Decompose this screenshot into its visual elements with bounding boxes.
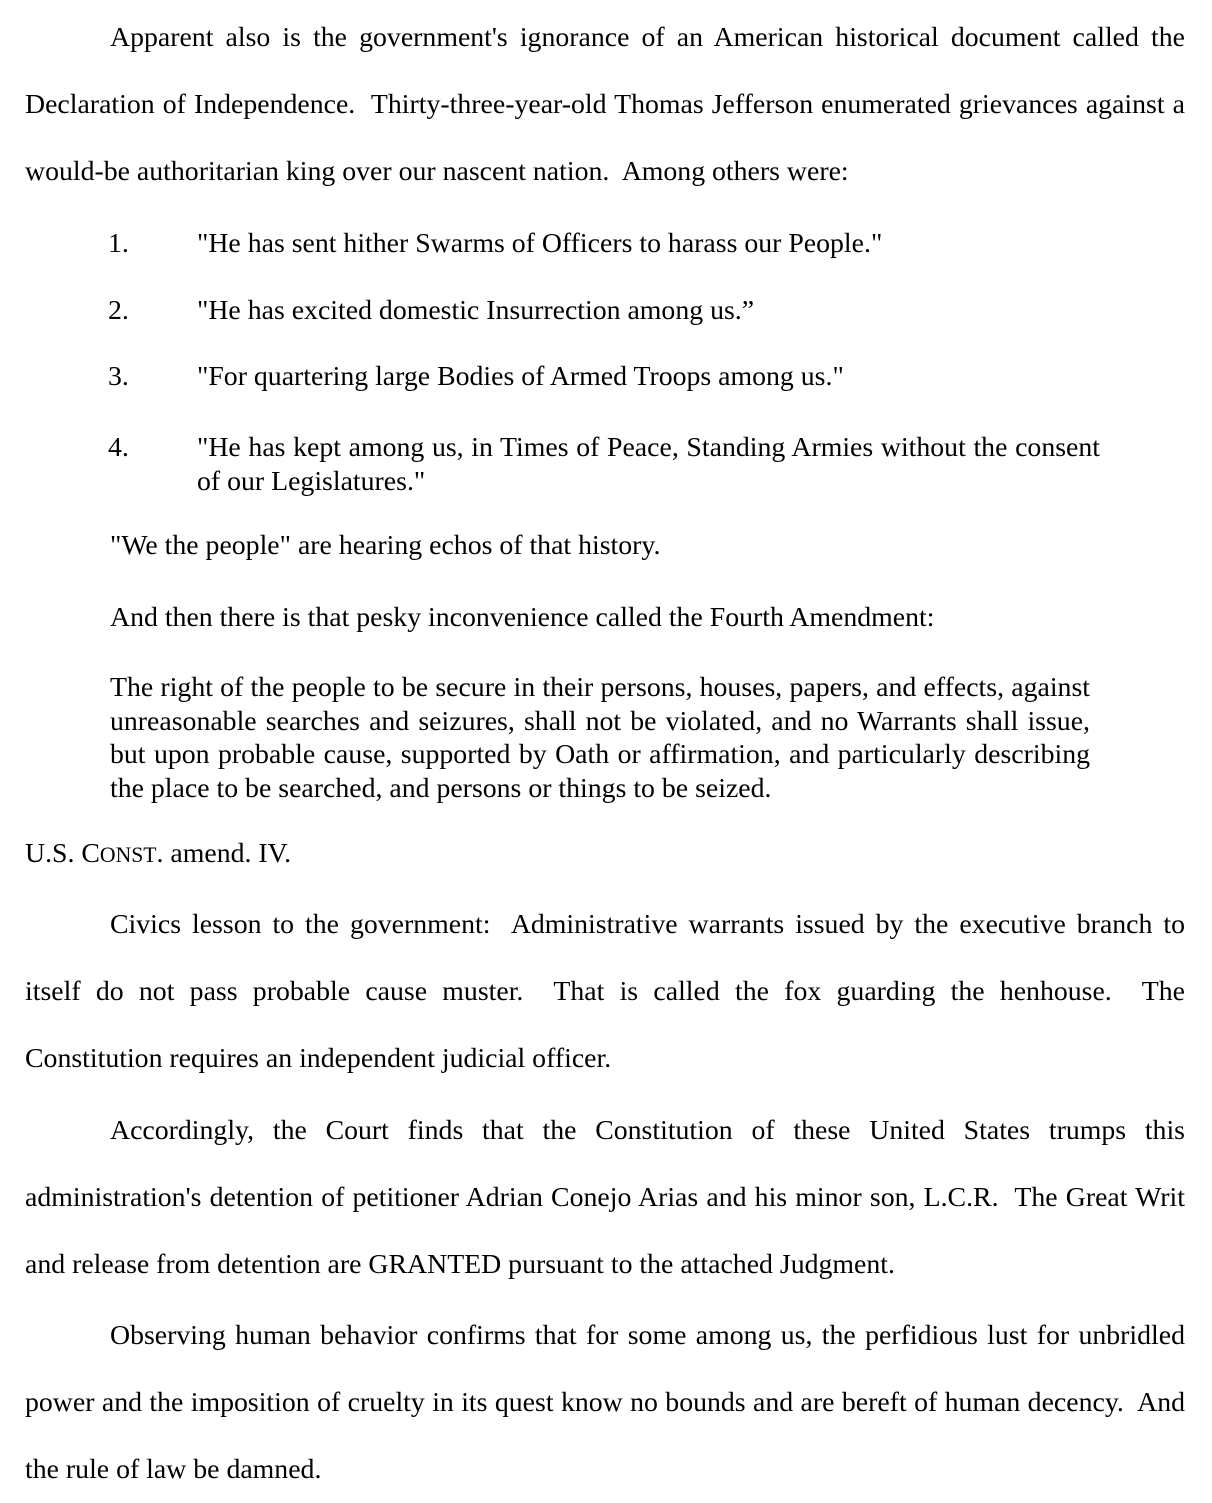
citation-us-const-amend-iv (25, 820, 1185, 889)
paragraph-accordingly-granted: Accordingly, the Court finds that the Constitution of these United States trumps this administration's detention of petitioner Adrian Conejo Arias and his minor son, L.C.R. The Great Writ and release from detention are GRANTED pursuant to the attached Judgment. (25, 1115, 1185, 1280)
grievance-text-2: "He has excited domestic Insurrection among us.” (197, 295, 755, 326)
paragraph-declaration-intro: Apparent also is the government's ignorance of an American historical document called the Declaration of Independence. Thirty-three-year-old Thomas Jefferson enumerated grievances against a would-be authoritarian king over our nascent nation. Among others were: (25, 22, 1185, 187)
grievance-item-2 (25, 294, 1185, 328)
grievance-number-3: 3. (108, 361, 129, 392)
citation-suffix: . amend. IV. (156, 838, 292, 869)
grievance-number-4: 4. (108, 432, 129, 463)
grievance-number-1: 1. (108, 228, 129, 259)
grievance-text-3: "For quartering large Bodies of Armed Troops among us." (197, 361, 844, 392)
citation-smallcaps: ONST (99, 843, 157, 867)
grievance-item-3 (25, 360, 1185, 394)
paragraph-civics-lesson: Civics lesson to the government: Administrative warrants issued by the executive branch to itself do not pass probable cause muster. That is called the fox guarding the henhouse. The Constitution requires an independent judicial officer. (25, 909, 1185, 1074)
citation-prefix: U.S. C (25, 838, 100, 869)
grievance-text-1: "He has sent hither Swarms of Officers to harass our People." (197, 228, 883, 259)
paragraph-we-the-people: "We the people" are hearing echos of that history. (110, 530, 661, 561)
grievance-item-4 (25, 431, 1185, 498)
grievance-number-2: 2. (108, 295, 129, 326)
paragraph-observing-human-behavior: Observing human behavior confirms that for some among us, the perfidious lust for unbridled power and the imposition of cruelty in its quest know no bounds and are bereft of human decency. And the rule of law be damned. (25, 1320, 1185, 1485)
paragraph-fourth-amendment-intro: And then there is that pesky inconvenience called the Fourth Amendment: (110, 602, 935, 633)
fourth-amendment-blockquote: The right of the people to be secure in their persons, houses, papers, and effects, against unreasonable searches and seizures, shall not be violated, and no Warrants shall issue, but upon probable cause, supported by Oath or affirmation, and particularly describing the place to be searched, and persons or things to be seized. (110, 672, 1090, 804)
grievance-text-4: "He has kept among us, in Times of Peace, Standing Armies without the consent of our Legislatures." (197, 432, 1100, 497)
grievance-item-1 (25, 227, 1185, 261)
